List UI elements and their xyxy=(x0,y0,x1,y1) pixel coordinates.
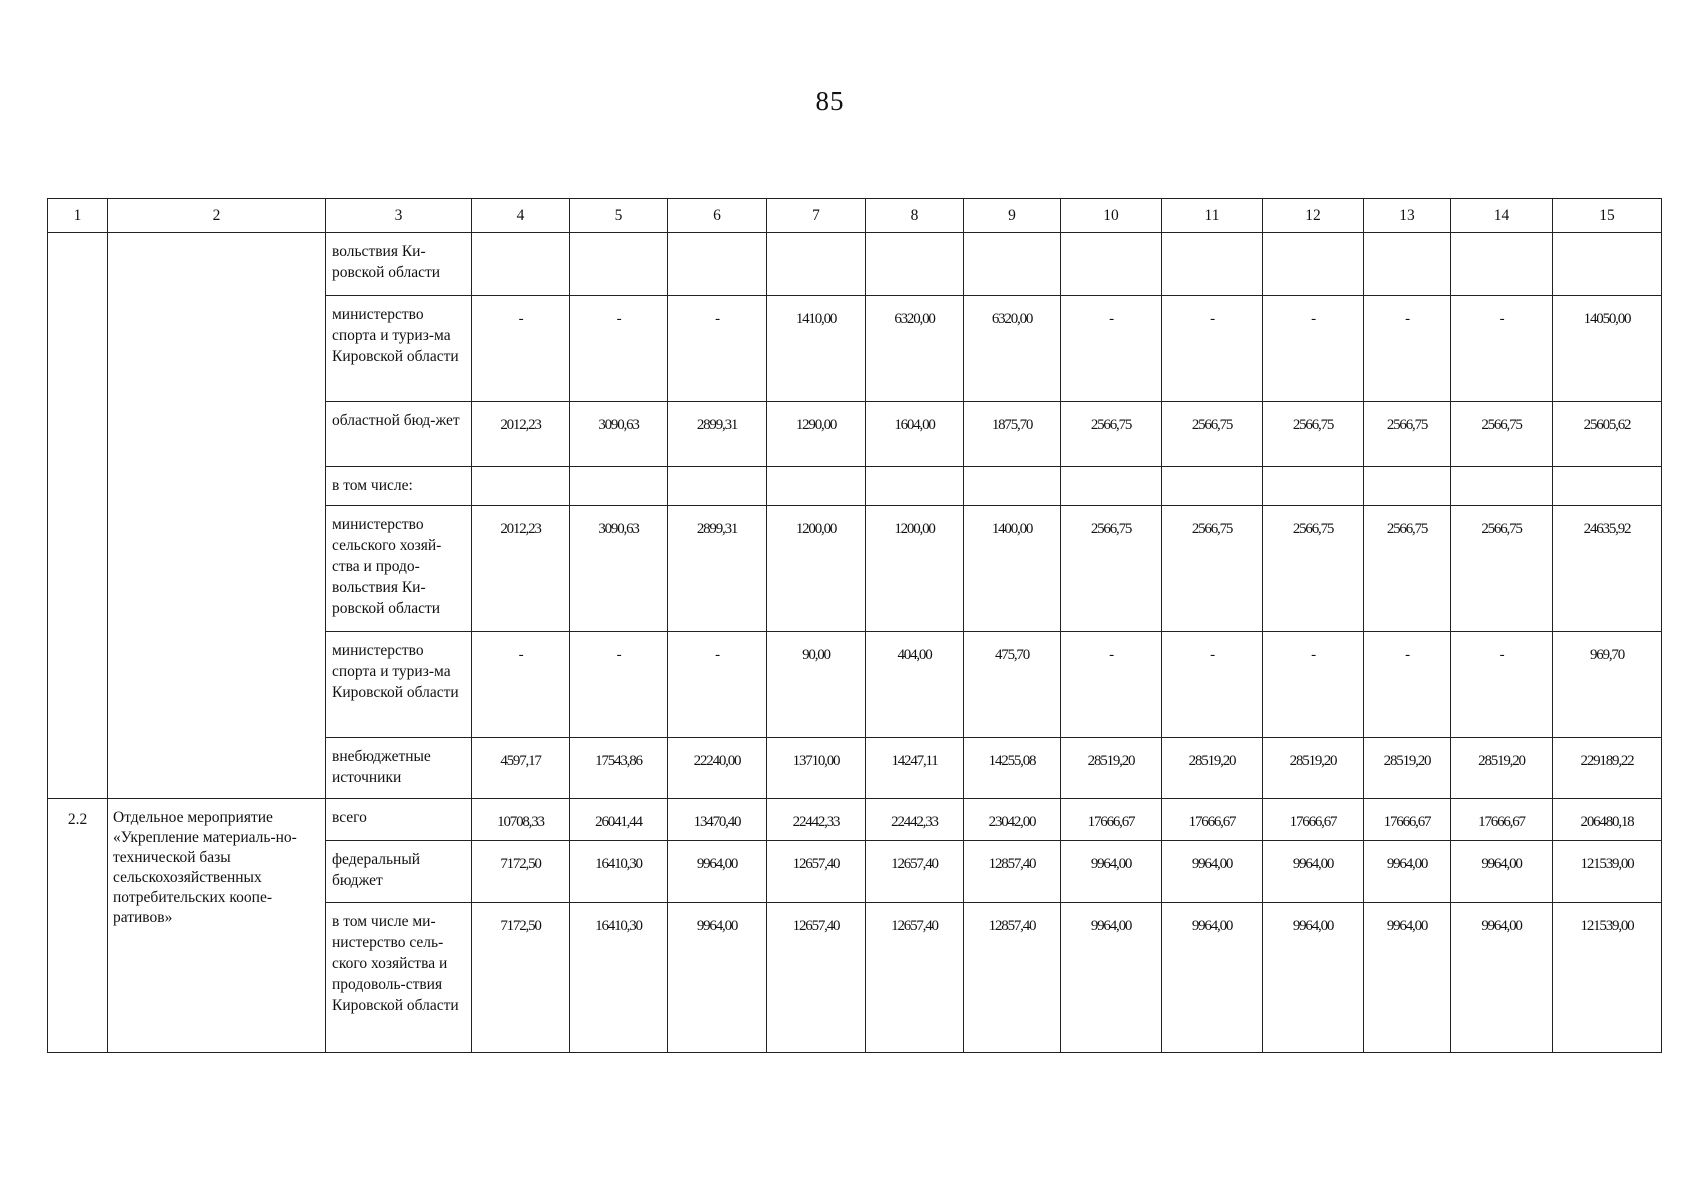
value-cell xyxy=(472,467,570,506)
value-cell: 229189,22 xyxy=(1553,738,1662,799)
value-cell: 2012,23 xyxy=(472,402,570,467)
table-row xyxy=(48,233,1662,296)
value-cell: 6320,00 xyxy=(866,296,964,402)
value-cell: 1200,00 xyxy=(866,506,964,632)
item-number: 2.2 xyxy=(48,799,108,1053)
value-cell: 26041,44 xyxy=(570,799,668,841)
value-cell: - xyxy=(1061,296,1162,402)
value-cell xyxy=(1263,467,1364,506)
value-cell: 4597,17 xyxy=(472,738,570,799)
value-cell: - xyxy=(1061,632,1162,738)
column-number-cell: 4 xyxy=(472,199,570,233)
value-cell: 9964,00 xyxy=(1364,841,1451,903)
value-cell: 9964,00 xyxy=(1263,903,1364,1053)
value-cell: 2899,31 xyxy=(668,506,767,632)
value-cell xyxy=(1162,233,1263,296)
table-row xyxy=(48,799,1662,841)
value-cell: 9964,00 xyxy=(668,903,767,1053)
value-cell xyxy=(767,467,866,506)
value-cell: - xyxy=(570,632,668,738)
value-cell: 1604,00 xyxy=(866,402,964,467)
value-cell: 17666,67 xyxy=(1263,799,1364,841)
value-cell xyxy=(1553,467,1662,506)
column-number-cell: 9 xyxy=(964,199,1061,233)
value-cell: 1410,00 xyxy=(767,296,866,402)
column-number-cell: 12 xyxy=(1263,199,1364,233)
value-cell: 2566,75 xyxy=(1061,402,1162,467)
value-cell xyxy=(1451,233,1553,296)
value-cell: 24635,92 xyxy=(1553,506,1662,632)
value-cell: 17666,67 xyxy=(1451,799,1553,841)
value-cell: 9964,00 xyxy=(1162,841,1263,903)
value-cell xyxy=(1162,467,1263,506)
funding-source-label: федеральный бюджет xyxy=(326,841,472,903)
value-cell xyxy=(1364,467,1451,506)
value-cell: 9964,00 xyxy=(668,841,767,903)
value-cell: 1875,70 xyxy=(964,402,1061,467)
value-cell: 12857,40 xyxy=(964,903,1061,1053)
value-cell: 2566,75 xyxy=(1263,402,1364,467)
value-cell: 17543,86 xyxy=(570,738,668,799)
item-description: Отдельное мероприятие «Укрепление материаль-но-технической базы сельскохозяйственных потребительских коопе-ративов» xyxy=(108,799,326,1053)
value-cell: 17666,67 xyxy=(1061,799,1162,841)
value-cell: 206480,18 xyxy=(1553,799,1662,841)
value-cell: 9964,00 xyxy=(1061,903,1162,1053)
funding-source-label: министерство спорта и туриз-ма Кировской области xyxy=(326,632,472,738)
value-cell: 13470,40 xyxy=(668,799,767,841)
value-cell: 14255,08 xyxy=(964,738,1061,799)
empty-cell xyxy=(48,233,108,799)
value-cell: 12657,40 xyxy=(866,903,964,1053)
value-cell: 12657,40 xyxy=(866,841,964,903)
value-cell: 121539,00 xyxy=(1553,841,1662,903)
value-cell: 2566,75 xyxy=(1451,506,1553,632)
value-cell xyxy=(1553,233,1662,296)
value-cell xyxy=(472,233,570,296)
value-cell: 12657,40 xyxy=(767,903,866,1053)
value-cell: 2899,31 xyxy=(668,402,767,467)
value-cell: 17666,67 xyxy=(1162,799,1263,841)
value-cell: - xyxy=(668,296,767,402)
value-cell: 2566,75 xyxy=(1263,506,1364,632)
value-cell: 90,00 xyxy=(767,632,866,738)
value-cell: 14247,11 xyxy=(866,738,964,799)
funding-source-label: министерство спорта и туриз-ма Кировской области xyxy=(326,296,472,402)
value-cell: - xyxy=(1364,296,1451,402)
value-cell: 9964,00 xyxy=(1451,841,1553,903)
column-number-cell: 13 xyxy=(1364,199,1451,233)
value-cell: 12657,40 xyxy=(767,841,866,903)
value-cell: 10708,33 xyxy=(472,799,570,841)
value-cell: - xyxy=(1451,296,1553,402)
column-number-cell: 8 xyxy=(866,199,964,233)
value-cell: 13710,00 xyxy=(767,738,866,799)
value-cell xyxy=(866,233,964,296)
funding-source-label: вольствия Ки-ровской области xyxy=(326,233,472,296)
value-cell xyxy=(866,467,964,506)
value-cell: 3090,63 xyxy=(570,506,668,632)
value-cell: 1290,00 xyxy=(767,402,866,467)
value-cell: 6320,00 xyxy=(964,296,1061,402)
value-cell xyxy=(964,233,1061,296)
column-number-cell: 10 xyxy=(1061,199,1162,233)
value-cell xyxy=(668,467,767,506)
value-cell: 1400,00 xyxy=(964,506,1061,632)
value-cell xyxy=(570,467,668,506)
value-cell: 23042,00 xyxy=(964,799,1061,841)
value-cell: 16410,30 xyxy=(570,903,668,1053)
column-number-cell: 14 xyxy=(1451,199,1553,233)
value-cell: 2566,75 xyxy=(1451,402,1553,467)
value-cell: 2566,75 xyxy=(1162,402,1263,467)
column-number-cell: 6 xyxy=(668,199,767,233)
value-cell: 475,70 xyxy=(964,632,1061,738)
value-cell: - xyxy=(1263,296,1364,402)
value-cell xyxy=(1364,233,1451,296)
value-cell: 22442,33 xyxy=(866,799,964,841)
column-number-cell: 11 xyxy=(1162,199,1263,233)
value-cell: 404,00 xyxy=(866,632,964,738)
value-cell: 969,70 xyxy=(1553,632,1662,738)
value-cell xyxy=(767,233,866,296)
value-cell: 28519,20 xyxy=(1451,738,1553,799)
value-cell: 28519,20 xyxy=(1364,738,1451,799)
value-cell: 28519,20 xyxy=(1061,738,1162,799)
value-cell: 7172,50 xyxy=(472,903,570,1053)
value-cell xyxy=(668,233,767,296)
column-number-cell: 3 xyxy=(326,199,472,233)
column-number-cell: 5 xyxy=(570,199,668,233)
value-cell: - xyxy=(472,632,570,738)
value-cell: 2566,75 xyxy=(1364,402,1451,467)
value-cell: 9964,00 xyxy=(1364,903,1451,1053)
column-number-cell: 7 xyxy=(767,199,866,233)
value-cell xyxy=(1061,467,1162,506)
value-cell xyxy=(964,467,1061,506)
value-cell: 22442,33 xyxy=(767,799,866,841)
funding-source-label: министерство сельского хозяй-ства и продо-вольствия Ки-ровской области xyxy=(326,506,472,632)
value-cell: 3090,63 xyxy=(570,402,668,467)
value-cell: 2012,23 xyxy=(472,506,570,632)
value-cell: 9964,00 xyxy=(1162,903,1263,1053)
funding-source-label: внебюджетные источники xyxy=(326,738,472,799)
value-cell: 28519,20 xyxy=(1162,738,1263,799)
value-cell: - xyxy=(1162,632,1263,738)
value-cell: 2566,75 xyxy=(1364,506,1451,632)
value-cell xyxy=(1451,467,1553,506)
column-number-cell: 1 xyxy=(48,199,108,233)
value-cell: - xyxy=(570,296,668,402)
value-cell: - xyxy=(1162,296,1263,402)
empty-cell xyxy=(108,233,326,799)
funding-source-label: областной бюд-жет xyxy=(326,402,472,467)
budget-table xyxy=(47,198,1662,1053)
column-number-cell: 2 xyxy=(108,199,326,233)
value-cell xyxy=(570,233,668,296)
value-cell xyxy=(1263,233,1364,296)
value-cell: - xyxy=(1263,632,1364,738)
value-cell: 17666,67 xyxy=(1364,799,1451,841)
value-cell: 9964,00 xyxy=(1061,841,1162,903)
value-cell: 1200,00 xyxy=(767,506,866,632)
value-cell: 14050,00 xyxy=(1553,296,1662,402)
value-cell: - xyxy=(1364,632,1451,738)
value-cell: - xyxy=(668,632,767,738)
value-cell: 2566,75 xyxy=(1162,506,1263,632)
value-cell: 9964,00 xyxy=(1451,903,1553,1053)
column-number-cell: 15 xyxy=(1553,199,1662,233)
column-number-row xyxy=(48,199,1662,233)
value-cell: 16410,30 xyxy=(570,841,668,903)
value-cell: 121539,00 xyxy=(1553,903,1662,1053)
value-cell: 2566,75 xyxy=(1061,506,1162,632)
value-cell: 7172,50 xyxy=(472,841,570,903)
value-cell xyxy=(1061,233,1162,296)
value-cell: 25605,62 xyxy=(1553,402,1662,467)
value-cell: 12857,40 xyxy=(964,841,1061,903)
funding-source-label: в том числе ми-нистерство сель-ского хозяйства и продоволь-ствия Кировской области xyxy=(326,903,472,1053)
funding-source-label: в том числе: xyxy=(326,467,472,506)
value-cell: - xyxy=(1451,632,1553,738)
funding-source-label: всего xyxy=(326,799,472,841)
value-cell: - xyxy=(472,296,570,402)
page-number: 85 xyxy=(815,86,845,116)
value-cell: 22240,00 xyxy=(668,738,767,799)
value-cell: 9964,00 xyxy=(1263,841,1364,903)
value-cell: 28519,20 xyxy=(1263,738,1364,799)
